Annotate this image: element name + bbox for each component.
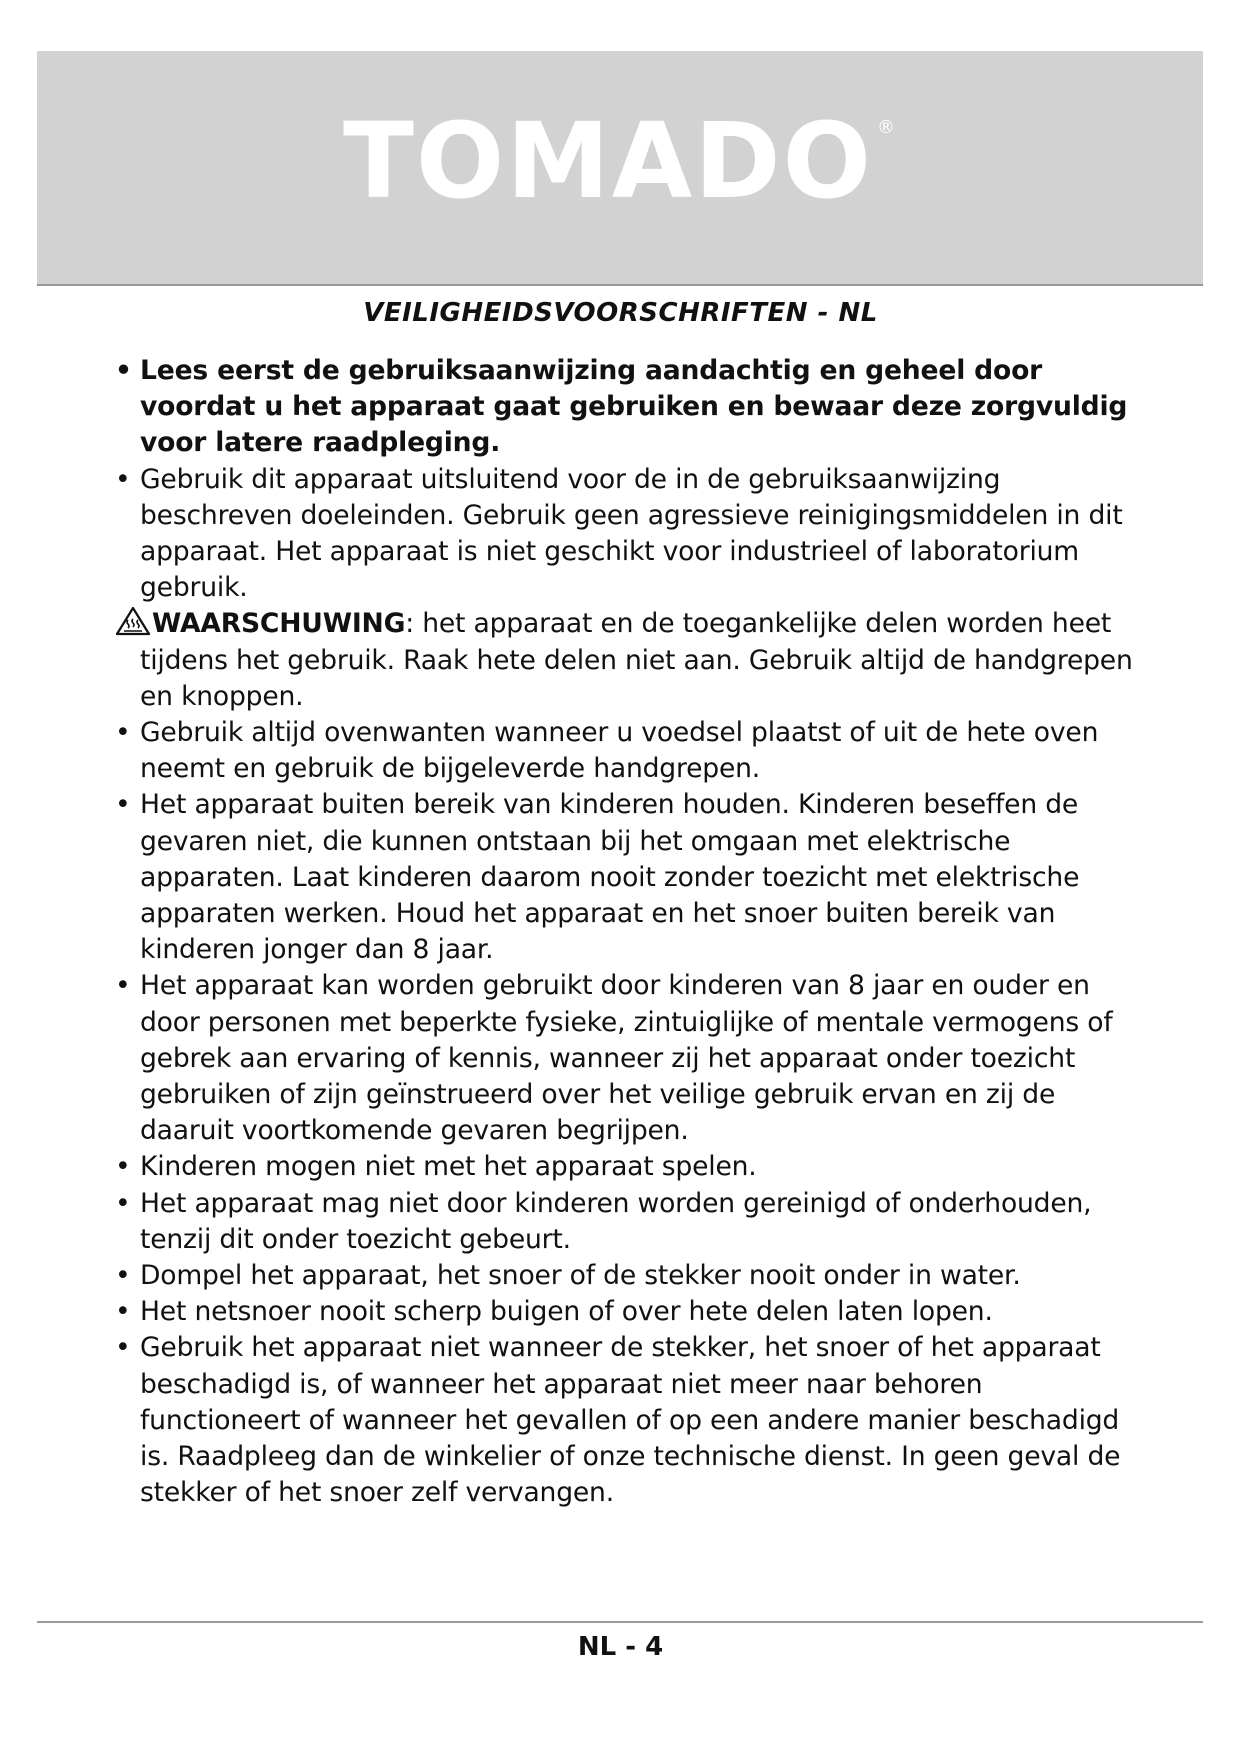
- hot-surface-warning-icon: [115, 606, 151, 642]
- item-text: Lees eerst de gebruiksaanwijzing aandachtig en geheel door voordat u het apparaat gaat gebruiken en bewaar deze zorgvuldig voor latere raadpleging.: [140, 355, 1128, 459]
- section-title: VEILIGHEIDSVOORSCHRIFTEN - NL: [363, 298, 878, 328]
- bullet: •: [115, 1296, 131, 1328]
- bullet: •: [115, 463, 131, 495]
- bullet: •: [115, 355, 132, 386]
- list-item: [115, 353, 1135, 462]
- item-text: Kinderen mogen niet met het apparaat spelen.: [140, 1151, 757, 1183]
- item-text: Gebruik het apparaat niet wanneer de stekker, het snoer of het apparaat beschadigd is, of wanneer het apparaat niet meer naar behoren functioneert of wanneer het gevallen of op een andere manier beschadigd is. Raadpleeg dan de winkelier of onze technische dienst. In geen geval de stekker of het snoer zelf vervangen.: [140, 1332, 1121, 1509]
- warning-text: : het apparaat en de toegankelijke delen worden heet tijdens het gebruik. Raak hete delen niet aan. Gebruik altijd de handgrepen en knoppen.: [140, 608, 1133, 712]
- brand-name: TOMADO: [342, 100, 874, 222]
- list-item: [115, 1294, 1135, 1330]
- item-text: Het apparaat mag niet door kinderen worden gereinigd of onderhouden, tenzij dit onder toezicht gebeurt.: [140, 1187, 1092, 1255]
- list-item: [115, 1149, 1135, 1185]
- bullet: •: [115, 1187, 131, 1219]
- brand-logo: [37, 100, 1203, 222]
- item-text: Het apparaat buiten bereik van kinderen houden. Kinderen beseffen de gevaren niet, die kunnen ontstaan bij het omgaan met elektrische apparaten. Laat kinderen daarom nooit zonder toezicht met elektrische apparaten werken. Houd het apparaat en het snoer buiten bereik van kinderen jonger dan 8 jaar.: [140, 789, 1080, 966]
- item-text: Dompel het apparaat, het snoer of de stekker nooit onder in water.: [140, 1260, 1021, 1292]
- footer-divider: [37, 1621, 1203, 1623]
- bullet: •: [115, 717, 131, 749]
- bullet: •: [115, 789, 131, 821]
- header-band: [37, 51, 1203, 286]
- list-item: [115, 1258, 1135, 1294]
- list-item: [115, 715, 1135, 787]
- item-text: Het apparaat kan worden gebruikt door kinderen van 8 jaar en ouder en door personen met beperkte fysieke, zintuiglijke of mentale vermogens of gebrek aan ervaring of kennis, wanneer zij het apparaat onder toezicht gebruiken of zijn geïnstrueerd over het veilige gebruik ervan en zij de daaruit voortkomende gevaren begrijpen.: [140, 970, 1113, 1147]
- item-text: Het netsnoer nooit scherp buigen of over hete delen laten lopen.: [140, 1296, 993, 1328]
- item-text: Gebruik altijd ovenwanten wanneer u voedsel plaatst of uit de hete oven neemt en gebruik de bijgeleverde handgrepen.: [140, 717, 1099, 785]
- list-item: [115, 1330, 1135, 1511]
- list-item: [115, 787, 1135, 968]
- bullet: •: [115, 970, 131, 1002]
- bullet: •: [115, 1260, 131, 1292]
- bullet: •: [115, 1151, 131, 1183]
- list-item: [115, 462, 1135, 607]
- list-item: [115, 968, 1135, 1149]
- registered-mark: ®: [877, 117, 898, 138]
- page-number: NL - 4: [577, 1632, 664, 1662]
- warning-label: WAARSCHUWING: [152, 608, 406, 640]
- warning-item: [115, 606, 1135, 715]
- safety-instructions-list: [115, 353, 1135, 1512]
- bullet: •: [115, 1332, 131, 1364]
- list-item: [115, 1186, 1135, 1258]
- item-text: Gebruik dit apparaat uitsluitend voor de in de gebruiksaanwijzing beschreven doeleinden. Gebruik geen agressieve reinigingsmiddelen in dit apparaat. Het apparaat is niet geschikt voor industrieel of laboratorium gebruik.: [140, 463, 1123, 604]
